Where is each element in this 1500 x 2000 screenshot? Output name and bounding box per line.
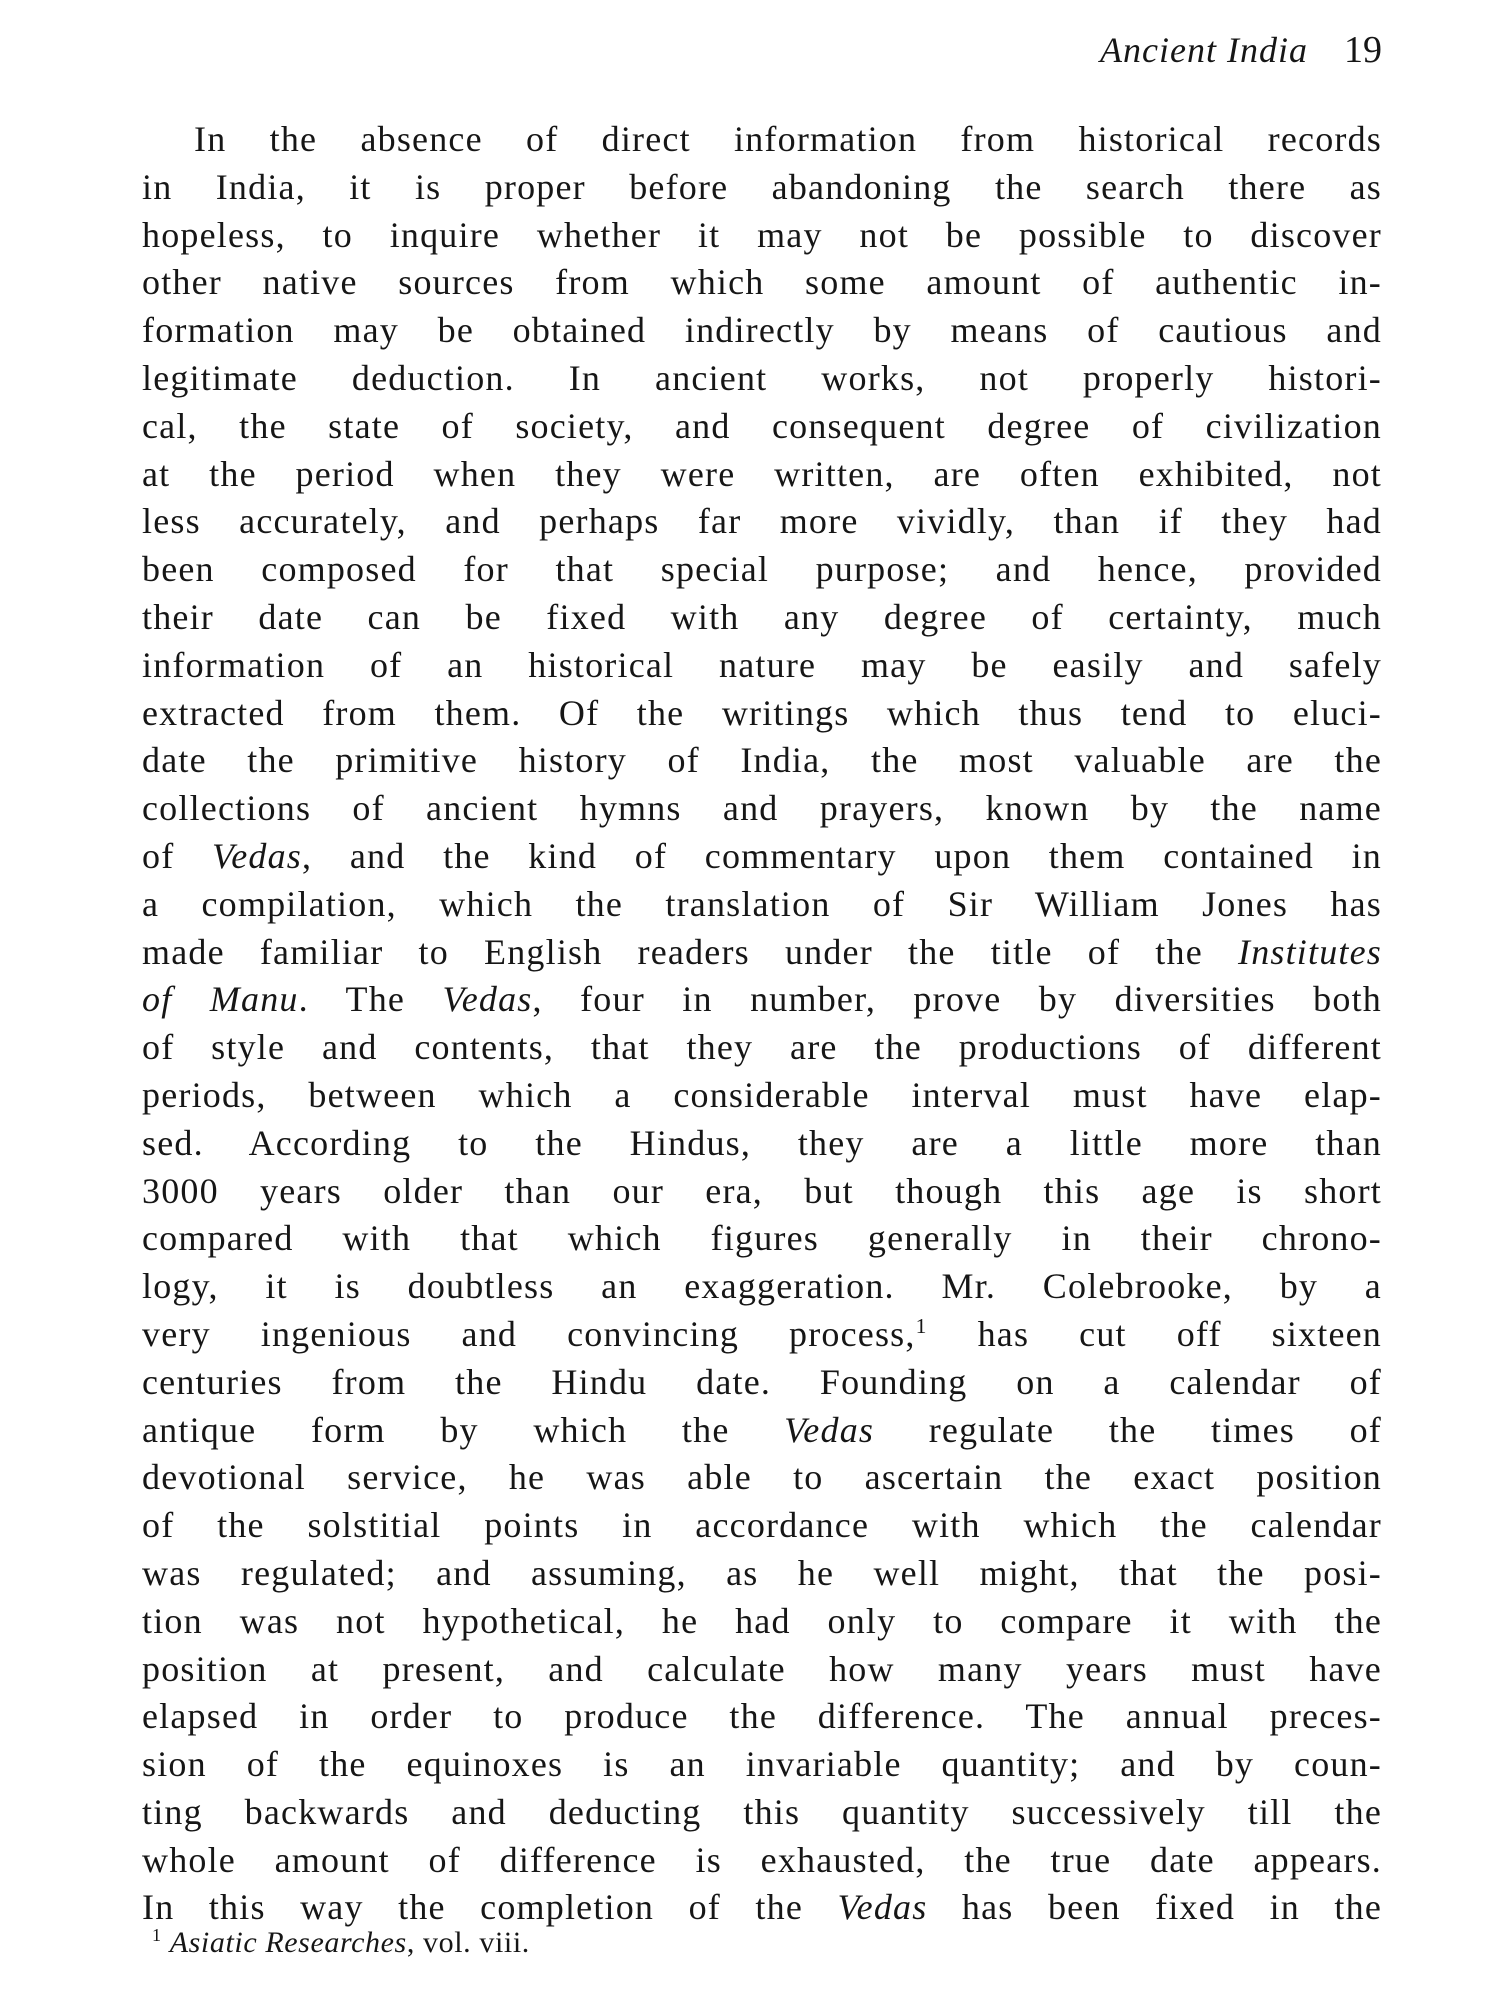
text-segment: their date can be fixed with any degree of certainty, much: [142, 596, 1382, 637]
text-line: [142, 307, 1382, 355]
text-line: [142, 1072, 1382, 1120]
text-segment: of the solstitial points in accordance with which the calendar: [142, 1505, 1382, 1546]
text-line: [142, 642, 1382, 690]
text-segment: regulate the times of: [874, 1409, 1382, 1450]
italic-text: Vedas: [837, 1887, 928, 1928]
text-segment: sion of the equinoxes is an invariable quantity; and by coun-: [142, 1744, 1382, 1785]
text-line: [142, 1168, 1382, 1216]
text-segment: cal, the state of society, and consequent degree of civilization: [142, 405, 1382, 446]
text-segment: elapsed in order to produce the difference. The annual preces-: [142, 1696, 1382, 1737]
text-segment: date the primitive history of India, the most valuable are the: [142, 740, 1382, 781]
text-segment: was regulated; and assuming, as he well might, that the posi-: [142, 1552, 1382, 1593]
text-segment: extracted from them. Of the writings which thus tend to eluci-: [142, 692, 1382, 733]
text-line: [142, 1120, 1382, 1168]
text-line: [142, 546, 1382, 594]
page-number: 19: [1344, 29, 1382, 71]
text-segment: has cut off sixteen: [927, 1313, 1383, 1354]
text-segment: In this way the completion of the: [142, 1887, 838, 1928]
text-line: [142, 1550, 1382, 1598]
text-line: [142, 1646, 1382, 1694]
footnote-marker: 1: [152, 1925, 162, 1945]
text-segment: very ingenious and convincing process,: [142, 1313, 916, 1354]
text-line: [142, 1837, 1382, 1885]
italic-text: Institutes: [1238, 931, 1382, 972]
text-line: [142, 833, 1382, 881]
text-line: [142, 498, 1382, 546]
text-segment: formation may be obtained indirectly by means of cautious and: [142, 310, 1382, 351]
italic-text: Vedas: [212, 835, 303, 876]
text-segment: . The: [298, 979, 443, 1020]
text-segment: hopeless, to inquire whether it may not be possible to discover: [142, 214, 1382, 255]
text-segment: compared with that which figures generally in their chrono-: [142, 1218, 1382, 1259]
running-title: Ancient India: [1100, 30, 1308, 70]
text-segment: of: [142, 835, 213, 876]
text-segment: position at present, and calculate how many years must have: [142, 1648, 1382, 1689]
text-segment: tion was not hypothetical, he had only to compare it with the: [142, 1600, 1382, 1641]
text-line: [142, 1215, 1382, 1263]
text-line: [142, 355, 1382, 403]
text-segment: whole amount of difference is exhausted, the true date appears.: [142, 1839, 1382, 1880]
text-segment: antique form by which the: [142, 1409, 785, 1450]
text-segment: In the absence of direct information from historical records: [194, 119, 1382, 159]
text-line: [142, 690, 1382, 738]
running-header: [1100, 28, 1382, 72]
text-line: [142, 1502, 1382, 1550]
text-segment: legitimate deduction. In ancient works, not properly histori-: [142, 357, 1382, 398]
text-line: [142, 1741, 1382, 1789]
text-line: [142, 1359, 1382, 1407]
text-line: [142, 1407, 1382, 1455]
text-line: [142, 737, 1382, 785]
footnote-title: Asiatic Researches: [169, 1926, 407, 1959]
text-line: [142, 1789, 1382, 1837]
text-segment: ting backwards and deducting this quantity successively till the: [142, 1791, 1382, 1832]
text-segment: , four in number, prove by diversities both: [532, 979, 1382, 1020]
text-segment: has been fixed in the: [927, 1887, 1382, 1928]
text-segment: less accurately, and perhaps far more vividly, than if they had: [142, 501, 1382, 542]
text-line: [142, 1311, 1382, 1359]
body-text: [142, 116, 1382, 1932]
text-line: [142, 403, 1382, 451]
text-segment: been composed for that special purpose; and hence, provided: [142, 549, 1382, 590]
italic-text: Vedas: [442, 979, 533, 1020]
text-segment: logy, it is doubtless an exaggeration. Mr. Colebrooke, by a: [142, 1266, 1382, 1307]
text-segment: collections of ancient hymns and prayers, known by the name: [142, 788, 1382, 829]
text-segment: a compilation, which the translation of Sir William Jones has: [142, 883, 1382, 924]
footnote-rest: , vol. viii.: [406, 1926, 530, 1959]
italic-text: of Manu: [142, 979, 299, 1020]
text-segment: centuries from the Hindu date. Founding on a calendar of: [142, 1361, 1382, 1402]
footnote-reference: 1: [915, 1313, 928, 1338]
text-segment: information of an historical nature may be easily and safely: [142, 644, 1382, 685]
text-segment: of style and contents, that they are the productions of different: [142, 1027, 1382, 1068]
footnote: [152, 1926, 530, 1960]
text-line: [142, 451, 1382, 499]
text-line: [142, 1598, 1382, 1646]
text-line: [142, 1024, 1382, 1072]
text-line: [142, 929, 1382, 977]
text-segment: at the period when they were written, are often exhibited, not: [142, 453, 1382, 494]
text-line: [142, 259, 1382, 307]
text-line: [142, 212, 1382, 260]
text-segment: sed. According to the Hindus, they are a little more than: [142, 1122, 1382, 1163]
text-line: [142, 785, 1382, 833]
text-segment: , and the kind of commentary upon them contained in: [302, 835, 1382, 876]
text-line: [142, 164, 1382, 212]
text-line: [142, 976, 1382, 1024]
italic-text: Vedas: [784, 1409, 875, 1450]
text-segment: devotional service, he was able to ascertain the exact position: [142, 1457, 1382, 1498]
text-line: [142, 881, 1382, 929]
text-line: [142, 594, 1382, 642]
text-line: [142, 1454, 1382, 1502]
text-segment: made familiar to English readers under the title of the: [142, 931, 1238, 972]
text-line: [142, 1263, 1382, 1311]
text-segment: other native sources from which some amount of authentic in-: [142, 262, 1382, 303]
text-segment: in India, it is proper before abandoning the search there as: [142, 166, 1382, 207]
text-line: [142, 1693, 1382, 1741]
text-segment: periods, between which a considerable interval must have elap-: [142, 1074, 1382, 1115]
text-line: [142, 116, 1382, 164]
text-segment: 3000 years older than our era, but though this age is short: [142, 1170, 1382, 1211]
